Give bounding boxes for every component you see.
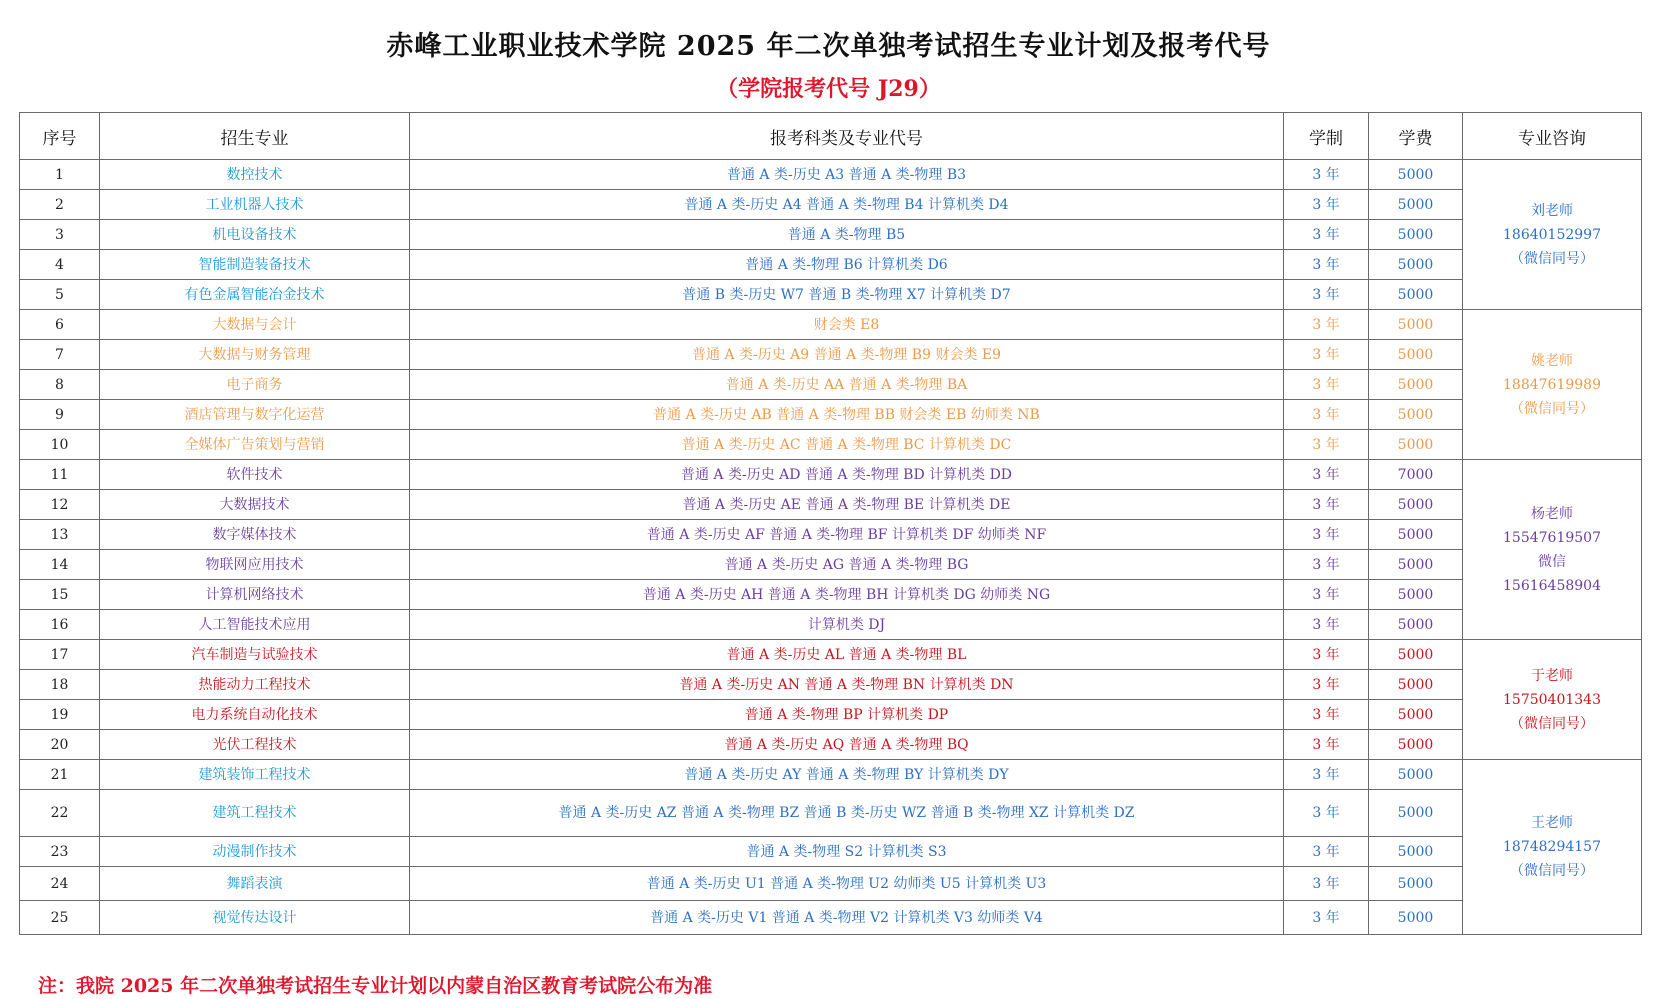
tuition-fee: 5000 bbox=[1369, 580, 1463, 610]
major-name: 软件技术 bbox=[100, 460, 410, 490]
study-years: 3 年 bbox=[1284, 160, 1369, 190]
contact-line: 杨老师 bbox=[1531, 505, 1573, 522]
tuition-fee: 5000 bbox=[1369, 370, 1463, 400]
major-name: 计算机网络技术 bbox=[100, 580, 410, 610]
footnote: 注：我院 2025 年二次单独考试招生专业计划以内蒙自治区教育考试院公布为准 bbox=[38, 975, 713, 997]
row-index: 5 bbox=[20, 280, 100, 310]
tuition-fee: 5000 bbox=[1369, 250, 1463, 280]
study-years: 3 年 bbox=[1284, 220, 1369, 250]
table-row bbox=[20, 867, 1642, 901]
header-years: 学制 bbox=[1284, 113, 1369, 160]
tuition-fee: 7000 bbox=[1369, 460, 1463, 490]
contact-line: （微信同号） bbox=[1510, 400, 1594, 417]
major-name: 光伏工程技术 bbox=[100, 730, 410, 760]
tuition-fee: 5000 bbox=[1369, 430, 1463, 460]
exam-codes: 普通 A 类-历史 AC 普通 A 类-物理 BC 计算机类 DC bbox=[410, 430, 1284, 460]
exam-codes: 普通 B 类-历史 W7 普通 B 类-物理 X7 计算机类 D7 bbox=[410, 280, 1284, 310]
table-row bbox=[20, 280, 1642, 310]
exam-codes: 普通 A 类-历史 A9 普通 A 类-物理 B9 财会类 E9 bbox=[410, 340, 1284, 370]
row-index: 11 bbox=[20, 460, 100, 490]
exam-codes: 普通 A 类-历史 AA 普通 A 类-物理 BA bbox=[410, 370, 1284, 400]
row-index: 14 bbox=[20, 550, 100, 580]
contact-line: 15750401343 bbox=[1503, 691, 1601, 708]
table-row bbox=[20, 790, 1642, 837]
row-index: 17 bbox=[20, 640, 100, 670]
row-index: 2 bbox=[20, 190, 100, 220]
study-years: 3 年 bbox=[1284, 490, 1369, 520]
study-years: 3 年 bbox=[1284, 400, 1369, 430]
contact-line: 18748294157 bbox=[1503, 839, 1601, 855]
exam-codes: 普通 A 类-历史 AZ 普通 A 类-物理 BZ 普通 B 类-历史 WZ 普通 B 类-物理 XZ 计算机类 DZ bbox=[410, 790, 1284, 837]
contact-line: 微信 bbox=[1538, 553, 1566, 570]
row-index: 3 bbox=[20, 220, 100, 250]
table-row bbox=[20, 670, 1642, 700]
tuition-fee: 5000 bbox=[1369, 730, 1463, 760]
table-row bbox=[20, 901, 1642, 935]
study-years: 3 年 bbox=[1284, 867, 1369, 901]
row-index: 19 bbox=[20, 700, 100, 730]
exam-codes: 财会类 E8 bbox=[410, 310, 1284, 340]
study-years: 3 年 bbox=[1284, 837, 1369, 867]
major-name: 数字媒体技术 bbox=[100, 520, 410, 550]
study-years: 3 年 bbox=[1284, 250, 1369, 280]
major-name: 热能动力工程技术 bbox=[100, 670, 410, 700]
tuition-fee: 5000 bbox=[1369, 867, 1463, 901]
exam-codes: 普通 A 类-历史 AB 普通 A 类-物理 BB 财会类 EB 幼师类 NB bbox=[410, 400, 1284, 430]
contact-line: 18640152997 bbox=[1503, 226, 1601, 243]
study-years: 3 年 bbox=[1284, 310, 1369, 340]
contact-info bbox=[1463, 310, 1642, 460]
contact-line: （微信同号） bbox=[1510, 715, 1594, 732]
contact-line: 姚老师 bbox=[1531, 352, 1573, 369]
table-row bbox=[20, 490, 1642, 520]
tuition-fee: 5000 bbox=[1369, 700, 1463, 730]
study-years: 3 年 bbox=[1284, 700, 1369, 730]
major-name: 电子商务 bbox=[100, 370, 410, 400]
contact-line: （微信同号） bbox=[1510, 863, 1594, 879]
contact-info bbox=[1463, 640, 1642, 760]
tuition-fee: 5000 bbox=[1369, 490, 1463, 520]
header-codes: 报考科类及专业代号 bbox=[410, 113, 1284, 160]
contact-info bbox=[1463, 460, 1642, 640]
exam-codes: 普通 A 类-历史 AH 普通 A 类-物理 BH 计算机类 DG 幼师类 NG bbox=[410, 580, 1284, 610]
tuition-fee: 5000 bbox=[1369, 400, 1463, 430]
major-name: 智能制造装备技术 bbox=[100, 250, 410, 280]
exam-codes: 普通 A 类-历史 A4 普通 A 类-物理 B4 计算机类 D4 bbox=[410, 190, 1284, 220]
row-index: 1 bbox=[20, 160, 100, 190]
major-name: 建筑工程技术 bbox=[100, 790, 410, 837]
study-years: 3 年 bbox=[1284, 790, 1369, 837]
exam-codes: 普通 A 类-历史 AD 普通 A 类-物理 BD 计算机类 DD bbox=[410, 460, 1284, 490]
study-years: 3 年 bbox=[1284, 760, 1369, 790]
row-index: 12 bbox=[20, 490, 100, 520]
table-body bbox=[20, 160, 1642, 935]
row-index: 16 bbox=[20, 610, 100, 640]
table-row bbox=[20, 837, 1642, 867]
major-name: 动漫制作技术 bbox=[100, 837, 410, 867]
table-row bbox=[20, 520, 1642, 550]
exam-codes: 普通 A 类-历史 A3 普通 A 类-物理 B3 bbox=[410, 160, 1284, 190]
table-row bbox=[20, 430, 1642, 460]
tuition-fee: 5000 bbox=[1369, 670, 1463, 700]
tuition-fee: 5000 bbox=[1369, 520, 1463, 550]
exam-codes: 普通 A 类-历史 AQ 普通 A 类-物理 BQ bbox=[410, 730, 1284, 760]
study-years: 3 年 bbox=[1284, 550, 1369, 580]
contact-line: 15616458904 bbox=[1503, 577, 1601, 594]
major-name: 汽车制造与试验技术 bbox=[100, 640, 410, 670]
exam-codes: 普通 A 类-物理 S2 计算机类 S3 bbox=[410, 837, 1284, 867]
major-name: 物联网应用技术 bbox=[100, 550, 410, 580]
table-row bbox=[20, 580, 1642, 610]
tuition-fee: 5000 bbox=[1369, 640, 1463, 670]
header-contact: 专业咨询 bbox=[1463, 113, 1642, 160]
contact-line: 15547619507 bbox=[1503, 529, 1601, 546]
row-index: 15 bbox=[20, 580, 100, 610]
exam-codes: 普通 A 类-历史 AY 普通 A 类-物理 BY 计算机类 DY bbox=[410, 760, 1284, 790]
contact-info bbox=[1463, 760, 1642, 935]
study-years: 3 年 bbox=[1284, 640, 1369, 670]
table-row bbox=[20, 310, 1642, 340]
table-row bbox=[20, 160, 1642, 190]
major-name: 有色金属智能冶金技术 bbox=[100, 280, 410, 310]
row-index: 18 bbox=[20, 670, 100, 700]
exam-codes: 普通 A 类-历史 V1 普通 A 类-物理 V2 计算机类 V3 幼师类 V4 bbox=[410, 901, 1284, 935]
contact-line: 18847619989 bbox=[1503, 376, 1601, 393]
contact-line: 于老师 bbox=[1531, 667, 1573, 684]
major-name: 机电设备技术 bbox=[100, 220, 410, 250]
tuition-fee: 5000 bbox=[1369, 610, 1463, 640]
exam-codes: 普通 A 类-历史 AL 普通 A 类-物理 BL bbox=[410, 640, 1284, 670]
major-name: 全媒体广告策划与营销 bbox=[100, 430, 410, 460]
page-title: 赤峰工业职业技术学院 2025 年二次单独考试招生专业计划及报考代号 bbox=[386, 31, 1271, 62]
major-name: 大数据与财务管理 bbox=[100, 340, 410, 370]
study-years: 3 年 bbox=[1284, 901, 1369, 935]
row-index: 24 bbox=[20, 867, 100, 901]
table-row bbox=[20, 760, 1642, 790]
exam-codes: 普通 A 类-历史 AF 普通 A 类-物理 BF 计算机类 DF 幼师类 NF bbox=[410, 520, 1284, 550]
row-index: 4 bbox=[20, 250, 100, 280]
row-index: 20 bbox=[20, 730, 100, 760]
table-row bbox=[20, 730, 1642, 760]
tuition-fee: 5000 bbox=[1369, 790, 1463, 837]
table-row bbox=[20, 460, 1642, 490]
tuition-fee: 5000 bbox=[1369, 220, 1463, 250]
major-name: 数控技术 bbox=[100, 160, 410, 190]
table-row bbox=[20, 190, 1642, 220]
exam-codes: 普通 A 类-历史 AG 普通 A 类-物理 BG bbox=[410, 550, 1284, 580]
tuition-fee: 5000 bbox=[1369, 280, 1463, 310]
major-name: 大数据技术 bbox=[100, 490, 410, 520]
major-name: 电力系统自动化技术 bbox=[100, 700, 410, 730]
table-row bbox=[20, 400, 1642, 430]
exam-codes: 普通 A 类-物理 B6 计算机类 D6 bbox=[410, 250, 1284, 280]
tuition-fee: 5000 bbox=[1369, 901, 1463, 935]
row-index: 8 bbox=[20, 370, 100, 400]
contact-line: （微信同号） bbox=[1510, 250, 1594, 267]
row-index: 13 bbox=[20, 520, 100, 550]
header-major: 招生专业 bbox=[100, 113, 410, 160]
exam-codes: 普通 A 类-历史 AE 普通 A 类-物理 BE 计算机类 DE bbox=[410, 490, 1284, 520]
row-index: 7 bbox=[20, 340, 100, 370]
tuition-fee: 5000 bbox=[1369, 837, 1463, 867]
table-header-row bbox=[20, 113, 1642, 160]
table-row bbox=[20, 250, 1642, 280]
exam-codes: 普通 A 类-物理 BP 计算机类 DP bbox=[410, 700, 1284, 730]
study-years: 3 年 bbox=[1284, 190, 1369, 220]
row-index: 23 bbox=[20, 837, 100, 867]
tuition-fee: 5000 bbox=[1369, 190, 1463, 220]
exam-codes: 普通 A 类-历史 U1 普通 A 类-物理 U2 幼师类 U5 计算机类 U3 bbox=[410, 867, 1284, 901]
row-index: 21 bbox=[20, 760, 100, 790]
study-years: 3 年 bbox=[1284, 520, 1369, 550]
table-row bbox=[20, 370, 1642, 400]
row-index: 25 bbox=[20, 901, 100, 935]
college-code-subtitle: （学院报考代号 J29） bbox=[716, 76, 941, 102]
table-row bbox=[20, 220, 1642, 250]
study-years: 3 年 bbox=[1284, 460, 1369, 490]
major-name: 酒店管理与数字化运营 bbox=[100, 400, 410, 430]
tuition-fee: 5000 bbox=[1369, 760, 1463, 790]
tuition-fee: 5000 bbox=[1369, 340, 1463, 370]
study-years: 3 年 bbox=[1284, 430, 1369, 460]
tuition-fee: 5000 bbox=[1369, 160, 1463, 190]
row-index: 9 bbox=[20, 400, 100, 430]
major-name: 舞蹈表演 bbox=[100, 867, 410, 901]
table-row bbox=[20, 610, 1642, 640]
table-row bbox=[20, 340, 1642, 370]
row-index: 6 bbox=[20, 310, 100, 340]
table-row bbox=[20, 550, 1642, 580]
contact-line: 刘老师 bbox=[1531, 202, 1573, 219]
study-years: 3 年 bbox=[1284, 340, 1369, 370]
row-index: 22 bbox=[20, 790, 100, 837]
major-name: 工业机器人技术 bbox=[100, 190, 410, 220]
major-name: 大数据与会计 bbox=[100, 310, 410, 340]
study-years: 3 年 bbox=[1284, 580, 1369, 610]
exam-codes: 计算机类 DJ bbox=[410, 610, 1284, 640]
enrollment-plan-table bbox=[19, 112, 1642, 935]
table-row bbox=[20, 640, 1642, 670]
table-row bbox=[20, 700, 1642, 730]
exam-codes: 普通 A 类-物理 B5 bbox=[410, 220, 1284, 250]
tuition-fee: 5000 bbox=[1369, 550, 1463, 580]
study-years: 3 年 bbox=[1284, 370, 1369, 400]
contact-line: 王老师 bbox=[1531, 815, 1573, 831]
major-name: 建筑装饰工程技术 bbox=[100, 760, 410, 790]
study-years: 3 年 bbox=[1284, 610, 1369, 640]
contact-info bbox=[1463, 160, 1642, 310]
row-index: 10 bbox=[20, 430, 100, 460]
exam-codes: 普通 A 类-历史 AN 普通 A 类-物理 BN 计算机类 DN bbox=[410, 670, 1284, 700]
header-fee: 学费 bbox=[1369, 113, 1463, 160]
study-years: 3 年 bbox=[1284, 730, 1369, 760]
header-index: 序号 bbox=[20, 113, 100, 160]
study-years: 3 年 bbox=[1284, 670, 1369, 700]
tuition-fee: 5000 bbox=[1369, 310, 1463, 340]
study-years: 3 年 bbox=[1284, 280, 1369, 310]
major-name: 人工智能技术应用 bbox=[100, 610, 410, 640]
major-name: 视觉传达设计 bbox=[100, 901, 410, 935]
